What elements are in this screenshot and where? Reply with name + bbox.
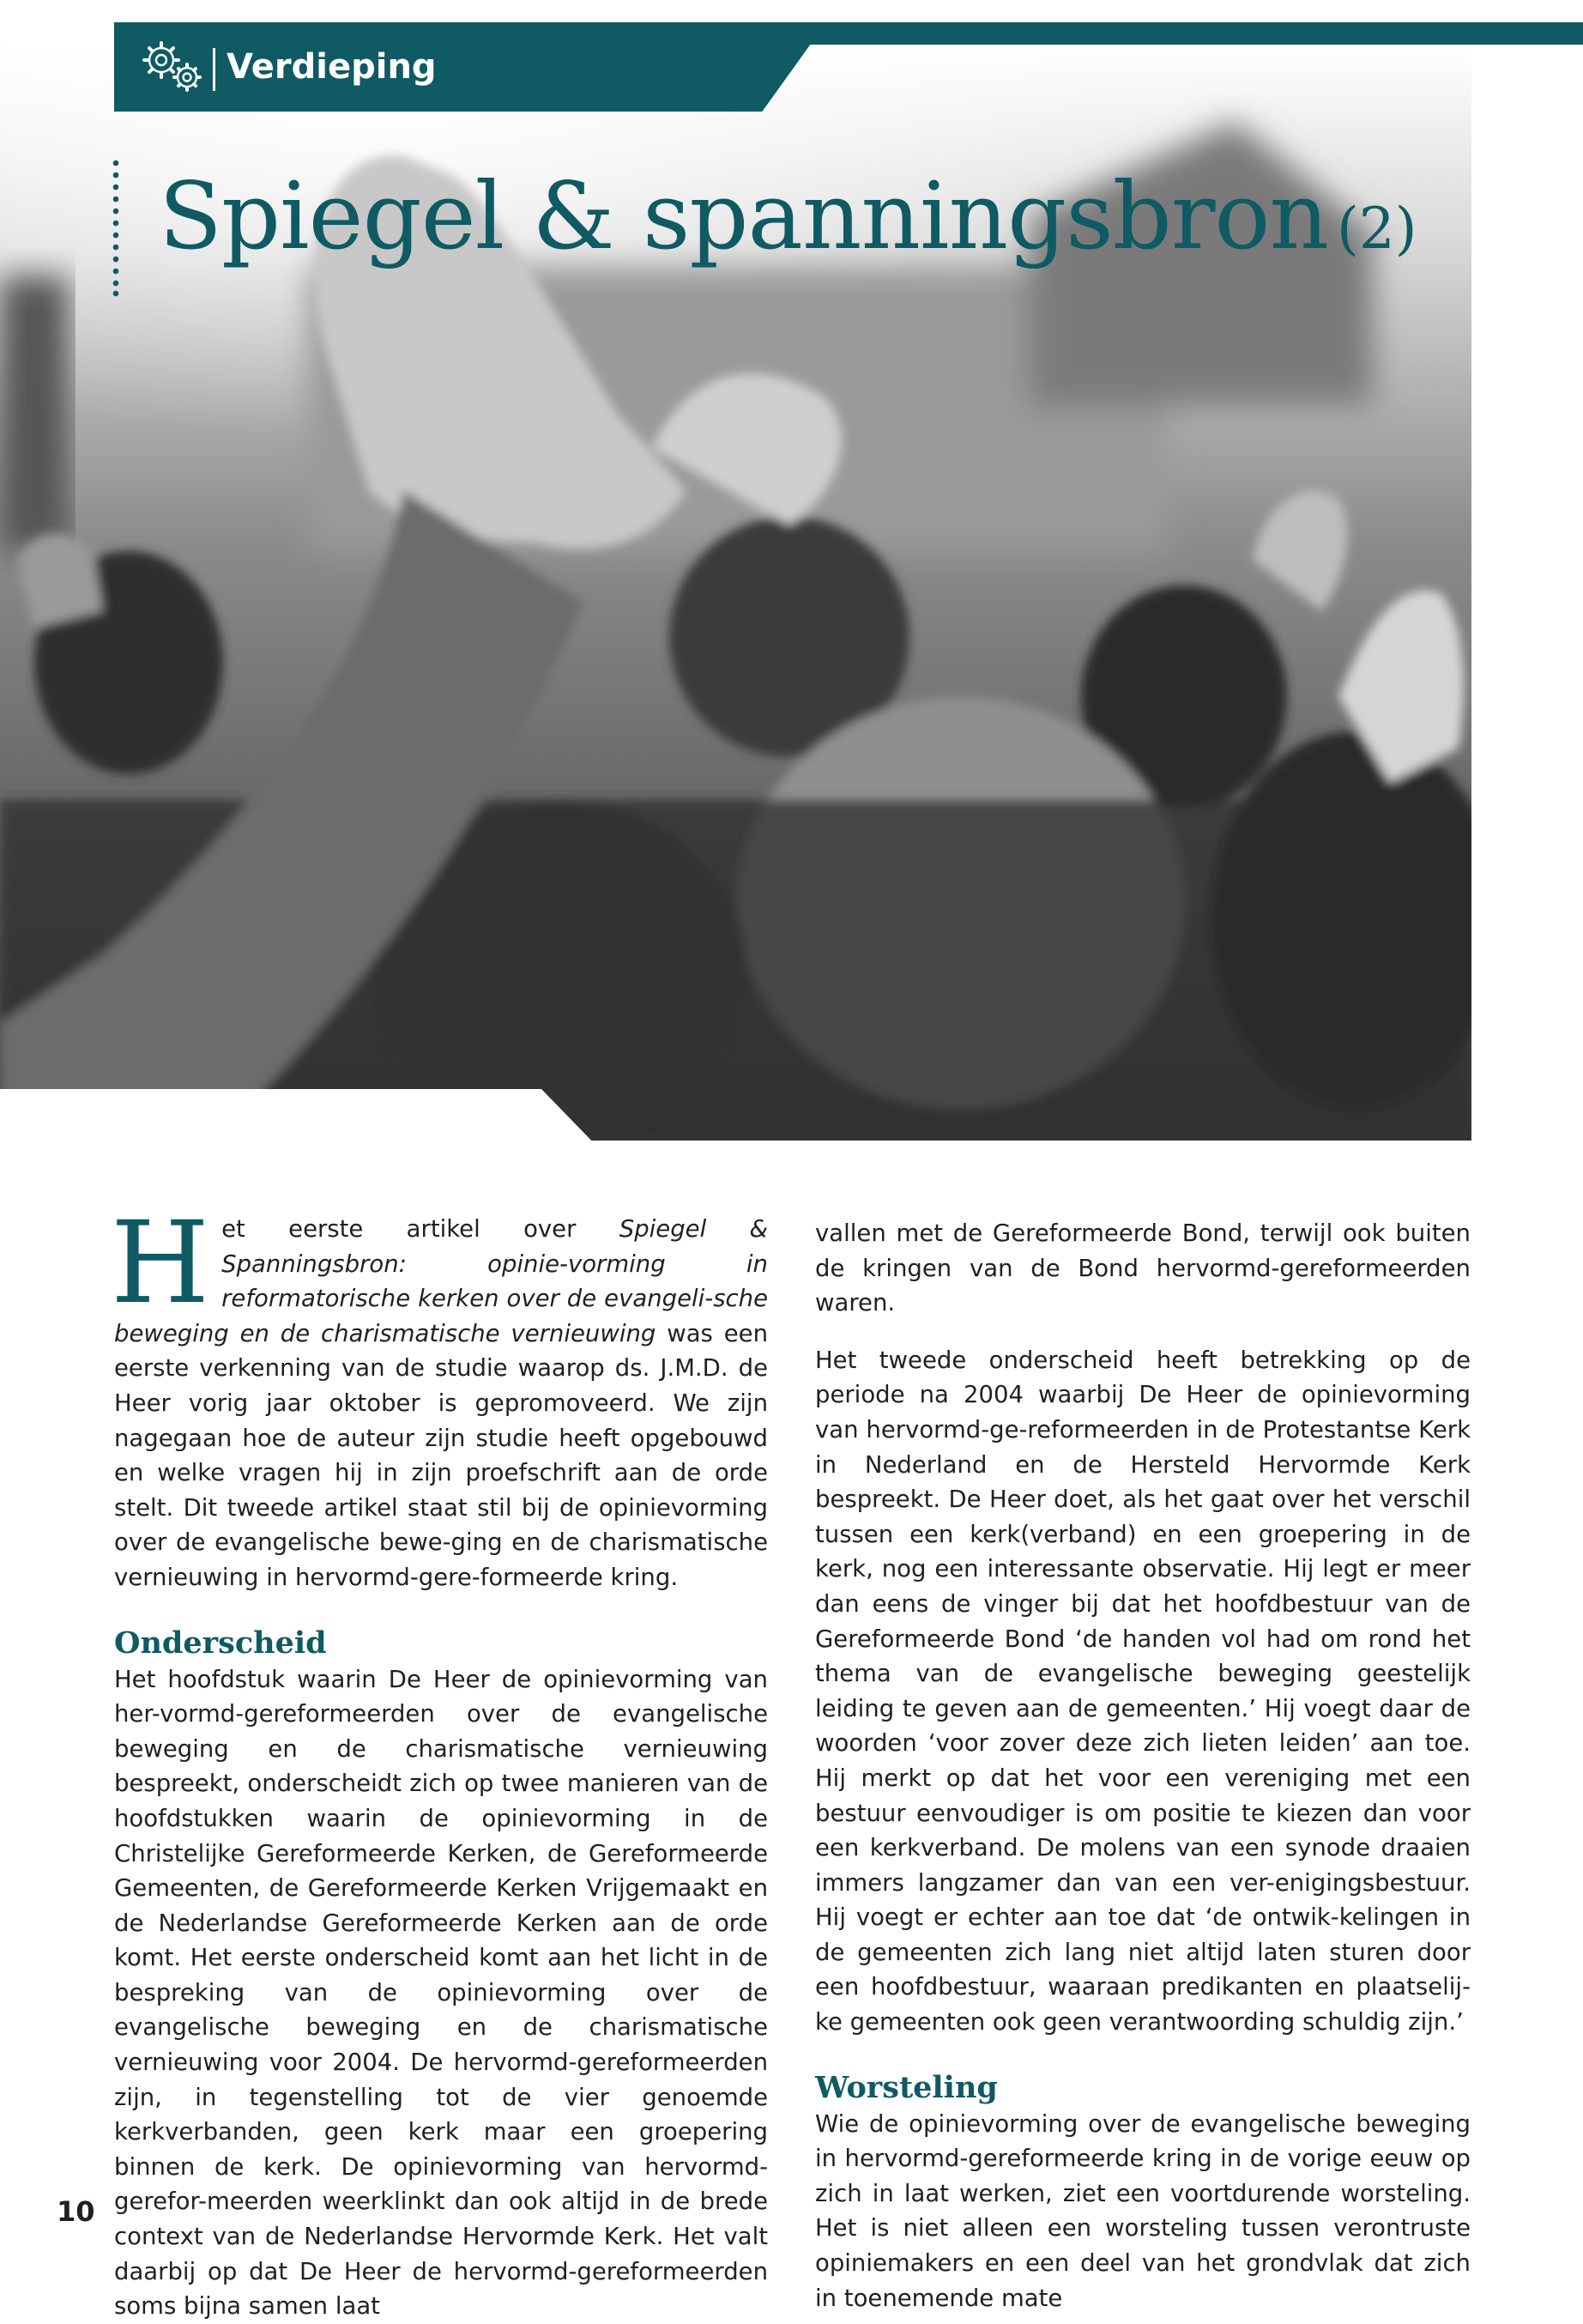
onderscheid-paragraph-cont: vallen met de Gereformeerde Bond, terwijl ook buiten de kringen van de Bond hervormd-gereformeerden waren. <box>815 1219 1471 1317</box>
page-number: 10 <box>57 2195 95 2228</box>
onderscheid-paragraph: Het hoofdstuk waarin De Heer de opinievorming van her-vormd-gereformeerden over de evangelische beweging en de charismatische vernieuwing bespreekt, onderscheidt zich op twee manieren van de hoofdstukken waarin de opinievorming in de Christelijke Gereformeerde Kerken, de Gereformeerde Gemeenten, de Gereformeerde Kerken Vrijgemaakt en de Nederlandse Gereformeerde Kerken aan de orde komt. Het eerste onderscheid komt aan het licht in de bespreking van de opinievorming over de evangelische beweging en de charismatische vernieuwing voor 2004. De hervormd-gereformeerden zijn, in tegenstelling tot de vier genoemde kerkverbanden, geen kerk maar een groepering binnen de kerk. De opinievorming van hervormd-gerefor-meerden weerklinkt dan ook altijd in de brede context van de Nederlandse Hervormde Kerk. Het valt daarbij op dat De Heer de hervormd-gereformeerden soms bijna samen laat <box>114 1665 768 2321</box>
dissertation-title: Spiegel & Spanningsbron: opinie-vorming in reformatorische kerken over de evangeli-sche beweging en de charismatische vernieuwing <box>114 1215 768 1347</box>
heading-worsteling: Worsteling <box>815 2069 998 2105</box>
title-main: Spiegel & spanningsbron <box>159 163 1329 270</box>
section-label: Verdieping <box>227 47 437 87</box>
intro-text-start: et eerste artikel over <box>221 1215 619 1243</box>
section-tab <box>114 22 826 112</box>
gears-icon <box>137 39 208 96</box>
intro-text-end: was een eerste verkenning van de studie waarop ds. J.M.D. de Heer vorig jaar oktober is gepromoveerd. We zijn nagegaan hoe de auteur zijn studie heeft opgebouwd en welke vragen hij in zijn proefschrift aan de orde stelt. Dit tweede artikel staat stil bij de opinievorming over de evangelische bewe-ging en de charismatische vernieuwing in hervormd-gere-formeerde kring. <box>114 1319 768 1591</box>
drop-cap: H <box>111 1197 210 1329</box>
title-number: (2) <box>1337 196 1417 262</box>
worsteling-paragraph: Wie de opinievorming over de evangelische beweging in hervormd-gereformeerde kring in de vorige eeuw op zich in laat werken, ziet een voortdurende worsteling. Het is niet alleen een worsteling tussen verontruste opiniemakers en een deel van het grondvlak dat zich in toenemende mate <box>815 2109 1471 2312</box>
intro-paragraph <box>111 1197 768 1595</box>
onderscheid-paragraph-2: Het tweede onderscheid heeft betrekking op de periode na 2004 waarbij De Heer de opinievorming van hervormd-ge-reformeerden in de Protestantse Kerk in Nederland en de Hersteld Hervormde Kerk bespreekt. De Heer doet, als het gaat over het verschil tussen een kerk(verband) en een groepering in de kerk, nog een interessante observatie. Hij legt er meer dan eens de vinger bij dat het hoofdbestuur van de Gereformeerde Bond ‘de handen vol had om rond het thema van de evangelische beweging geestelijk leiding te geven aan de gemeenten.’ Hij voegt daar de woorden ‘voor zover deze zich lieten leiden’ aan toe. Hij merkt op dat het voor een vereniging met een bestuur eenvoudiger is om positie te kiezen dan voor een kerkverband. De molens van een synode draaien immers langzamer dan van een ver-enigingsbestuur. Hij voegt er echter aan toe dat ‘de ontwik-kelingen in de gemeenten zich lang niet altijd laten sturen door een hoofdbestuur, waaraan predikanten en plaatselij-ke gemeenten ook geen verantwoording schuldig zijn.’ <box>815 1346 1471 2037</box>
tab-separator <box>213 48 215 91</box>
text-column-left <box>111 1197 768 2324</box>
article-title <box>159 163 1417 270</box>
dotted-rule <box>112 160 119 297</box>
heading-onderscheid: Onderscheid <box>114 1625 327 1661</box>
text-column-right <box>815 1216 1471 2315</box>
